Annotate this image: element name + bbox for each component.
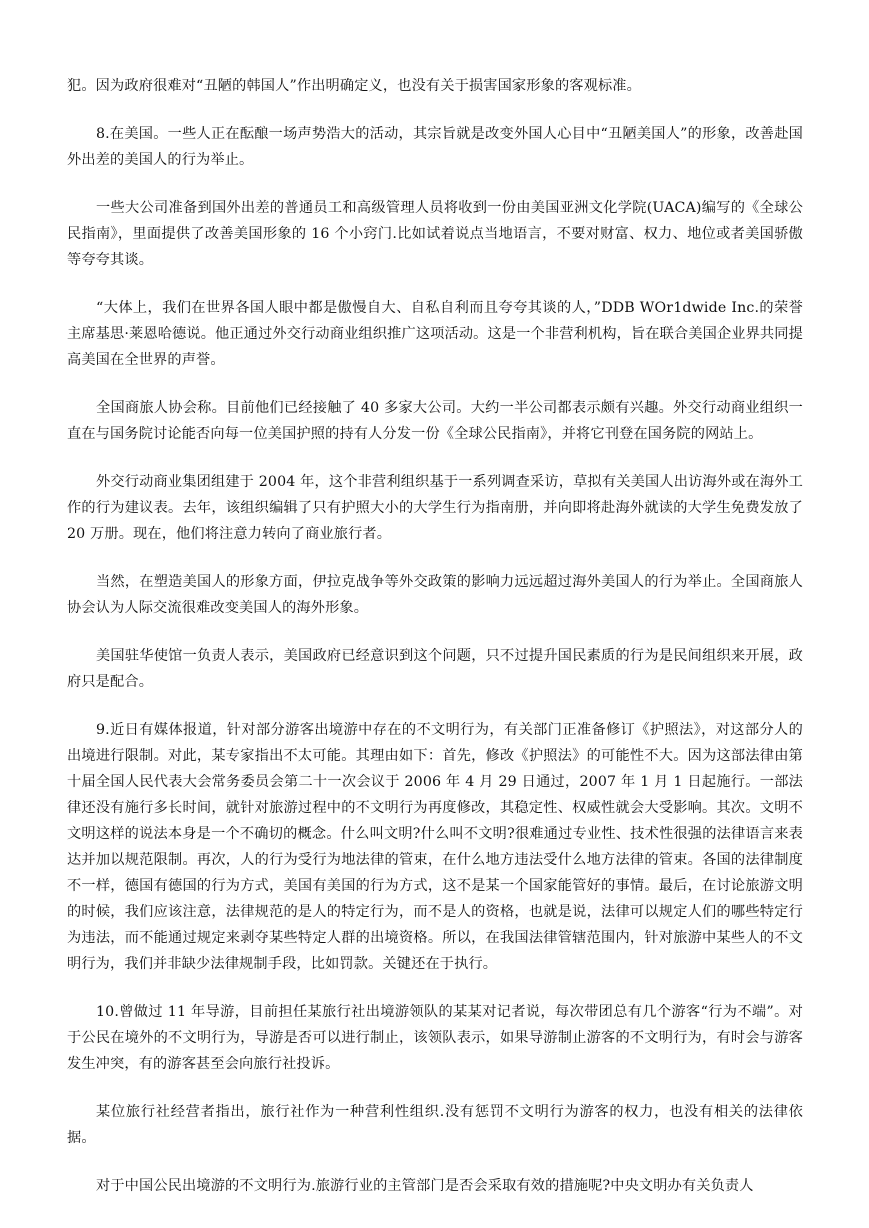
paragraph-quote-ddb: “大体上，我们在世界各国人眼中都是傲慢自大、自私自利而且夸夸其谈的人，”DDB WOr1dwide Inc.的荣誉主席基思·莱恩哈德说。他正通过外交行动商业组织推广这项活动。这是一个非营利机构，旨在联合美国企业界共同提高美国在全世界的声誉。 — [67, 300, 803, 368]
paragraph-item-8: 8.在美国。一些人正在酝酿一场声势浩大的活动，其宗旨就是改变外国人心目中“丑陋美国人”的形象，改善赴国外出差的美国人的行为举止。 — [67, 126, 803, 168]
paragraph-organization-history: 外交行动商业集团组建于 2004 年，这个非营利组织基于一系列调查采访，草拟有关美国人出访海外或在海外工作的行为建议表。去年，该组织编辑了只有护照大小的大学生行为指南册，并向即将赴海外就读的大学生免费发放了 20 万册。现在，他们将注意力转向了商业旅行者。 — [67, 474, 803, 542]
paragraph-travel-agency: 某位旅行社经营者指出，旅行社作为一种营利性组织.没有惩罚不文明行为游客的权力，也没有相关的法律依据。 — [67, 1104, 803, 1146]
paragraph-global-citizen-guide: 一些大公司准备到国外出差的普通员工和高级管理人员将收到一份由美国亚洲文化学院(UACA)编写的《全球公民指南》，里面提供了改善美国形象的 16 个小窍门.比如试着说点当地语言，不要对财富、权力、地位或者美国骄傲等夸夸其谈。 — [67, 200, 803, 268]
paragraph-foreign-policy: 当然，在塑造美国人的形象方面，伊拉克战争等外交政策的影响力远远超过海外美国人的行为举止。全国商旅人协会认为人际交流很难改变美国人的海外形象。 — [67, 574, 803, 616]
paragraph-continuation: 犯。因为政府很难对“丑陋的韩国人”作出明确定义，也没有关于损害国家形象的客观标准。 — [67, 78, 641, 94]
paragraph-embassy: 美国驻华使馆一负责人表示，美国政府已经意识到这个问题，只不过提升国民素质的行为是民间组织来开展，政府只是配合。 — [67, 648, 803, 690]
paragraph-final: 对于中国公民出境游的不文明行为.旅游行业的主管部门是否会采取有效的措施呢?中央文明办有关负责人 — [96, 1178, 754, 1194]
paragraph-business-travel-association: 全国商旅人协会称。目前他们已经接触了 40 多家大公司。大约一半公司都表示颇有兴趣。外交行动商业组织一直在与国务院讨论能否向每一位美国护照的持有人分发一份《全球公民指南》，并将它刊登在国务院的网站上。 — [67, 400, 803, 442]
paragraph-item-9: 9.近日有媒体报道，针对部分游客出境游中存在的不文明行为，有关部门正准备修订《护照法》，对这部分人的出境进行限制。对此，某专家指出不太可能。其理由如下：首先，修改《护照法》的可能性不大。因为这部法律由第十届全国人民代表大会常务委员会第二十一次会议于 2006 年 4 月 29 日通过，2007 年 1 月 1 日起施行。一部法律还没有施行多长时间，就针对旅游过程中的不文明行为再度修改，其稳定性、权威性就会大受影响。其次。文明不文明这样的说法本身是一个不确切的概念。什么叫文明?什么叫不文明?很难通过专业性、技术性很强的法律语言来表达并加以规范限制。再次，人的行为受行为地法律的管束，在什么地方违法受什么地方法律的管束。各国的法律制度不一样，德国有德国的行为方式，美国有美国的行为方式，这不是某一个国家能管好的事情。最后，在讨论旅游文明的时候，我们应该注意，法律规范的是人的特定行为，而不是人的资格，也就是说，法律可以规定人们的哪些特定行为违法，而不能通过规定来剥夺某些特定人群的出境资格。所以，在我国法律管辖范围内，针对旅游中某些人的不文明行为，我们并非缺少法律规制手段，比如罚款。关键还在于执行。 — [67, 722, 803, 972]
paragraph-item-10: 10.曾做过 11 年导游，目前担任某旅行社出境游领队的某某对记者说，每次带团总有几个游客“行为不端”。对于公民在境外的不文明行为，导游是否可以进行制止，该领队表示，如果导游制止游客的不文明行为，有时会与游客发生冲突，有的游客甚至会向旅行社投诉。 — [67, 1004, 803, 1072]
